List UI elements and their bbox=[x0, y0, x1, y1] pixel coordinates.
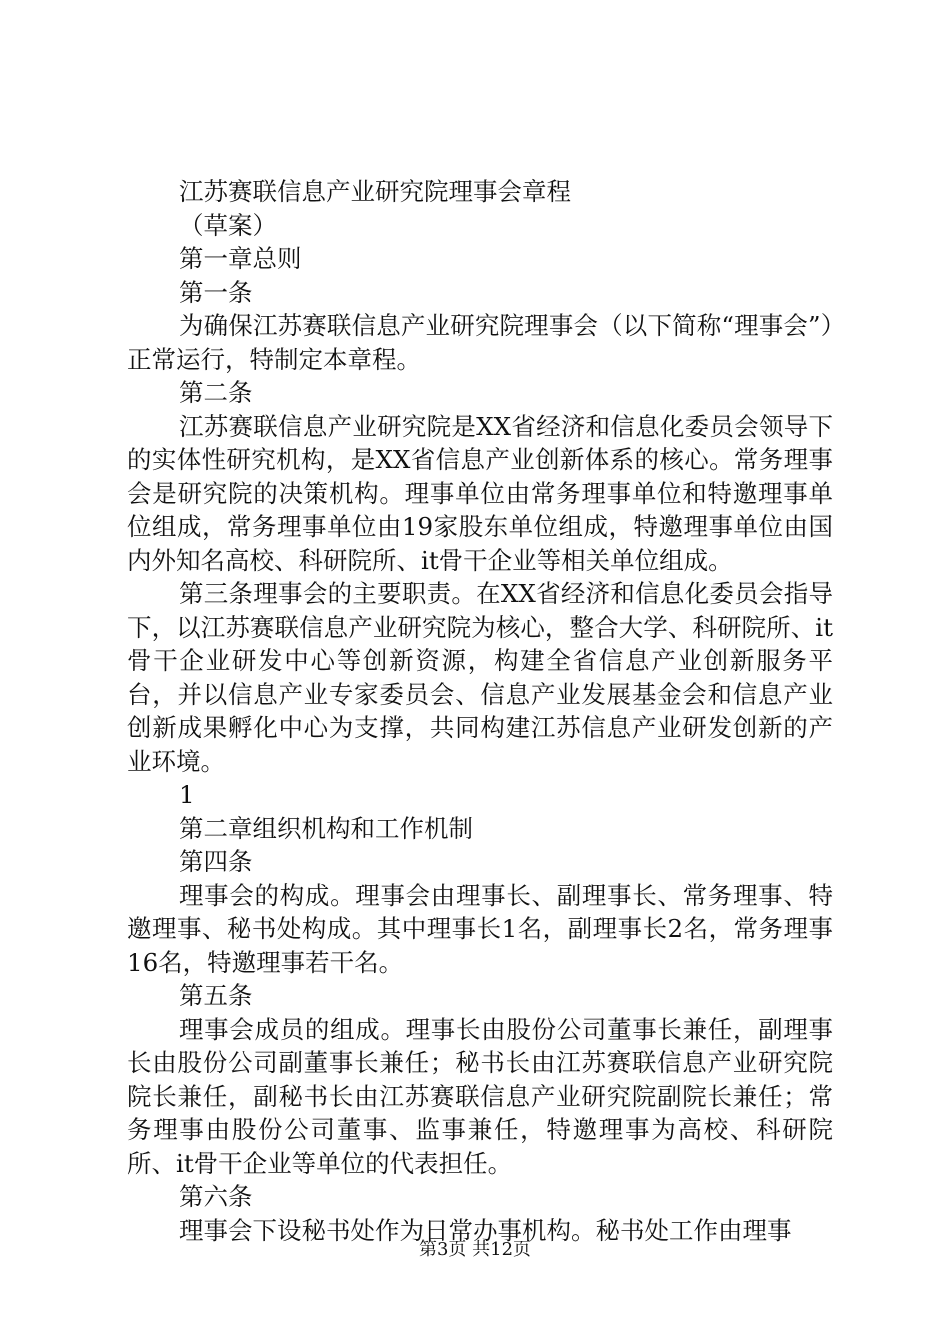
article-1-heading: 第一条 bbox=[179, 277, 253, 307]
article-6-text: 理事会下设秘书处作为日常办事机构。秘书处工作由理事 bbox=[179, 1215, 792, 1245]
article-5-heading: 第五条 bbox=[179, 981, 253, 1010]
article-4-text: 理事会的构成。理事会由理事长、副理事长、常务理事、特邀理事、秘书处构成。其中理事长1名，副理事长2名，常务理事16名，特邀理事若干名。 bbox=[127, 880, 833, 977]
article-2-text: 江苏赛联信息产业研究院是XX省经济和信息化委员会领导下的实体性研究机构，是XX省信息产业创新体系的核心。常务理事会是研究院的决策机构。理事单位由常务理事单位和特邀理事单位组成，常务理事单位由19家股东单位组成，特邀理事单位由国内外知名高校、科研院所、it骨干企业等相关单位组成。 bbox=[127, 411, 833, 575]
chapter-1-heading: 第一章总则 bbox=[179, 244, 302, 273]
document-title: 江苏赛联信息产业研究院理事会章程 bbox=[179, 177, 571, 206]
page-marker: 1 bbox=[179, 780, 195, 809]
document-subtitle: （草案） bbox=[179, 210, 277, 240]
article-1-text: 为确保江苏赛联信息产业研究院理事会（以下简称“理事会”）正常运行，特制定本章程。 bbox=[127, 311, 833, 374]
article-3-text: 第三条理事会的主要职责。在XX省经济和信息化委员会指导下，以江苏赛联信息产业研究院为核心，整合大学、科研院所、it骨干企业研发中心等创新资源，构建全省信息产业创新服务平台，并以信息产业专家委员会、信息产业发展基金会和信息产业创新成果孵化中心为支撑，共同构建江苏信息产业研发创新的产业环境。 bbox=[127, 579, 833, 776]
article-6-heading: 第六条 bbox=[179, 1182, 253, 1211]
page-footer: 第3页 共12页 bbox=[418, 1239, 532, 1260]
document-body bbox=[127, 175, 833, 1247]
article-2-heading: 第二条 bbox=[179, 378, 253, 407]
article-4-heading: 第四条 bbox=[179, 847, 253, 876]
chapter-2-heading: 第二章组织机构和工作机制 bbox=[179, 813, 473, 843]
article-5-text: 理事会成员的组成。理事长由股份公司董事长兼任，副理事长由股份公司副董事长兼任；秘书长由江苏赛联信息产业研究院院长兼任，副秘书长由江苏赛联信息产业研究院副院长兼任；常务理事由股份公司董事、监事兼任，特邀理事为高校、科研院所、it骨干企业等单位的代表担任。 bbox=[127, 1014, 833, 1178]
